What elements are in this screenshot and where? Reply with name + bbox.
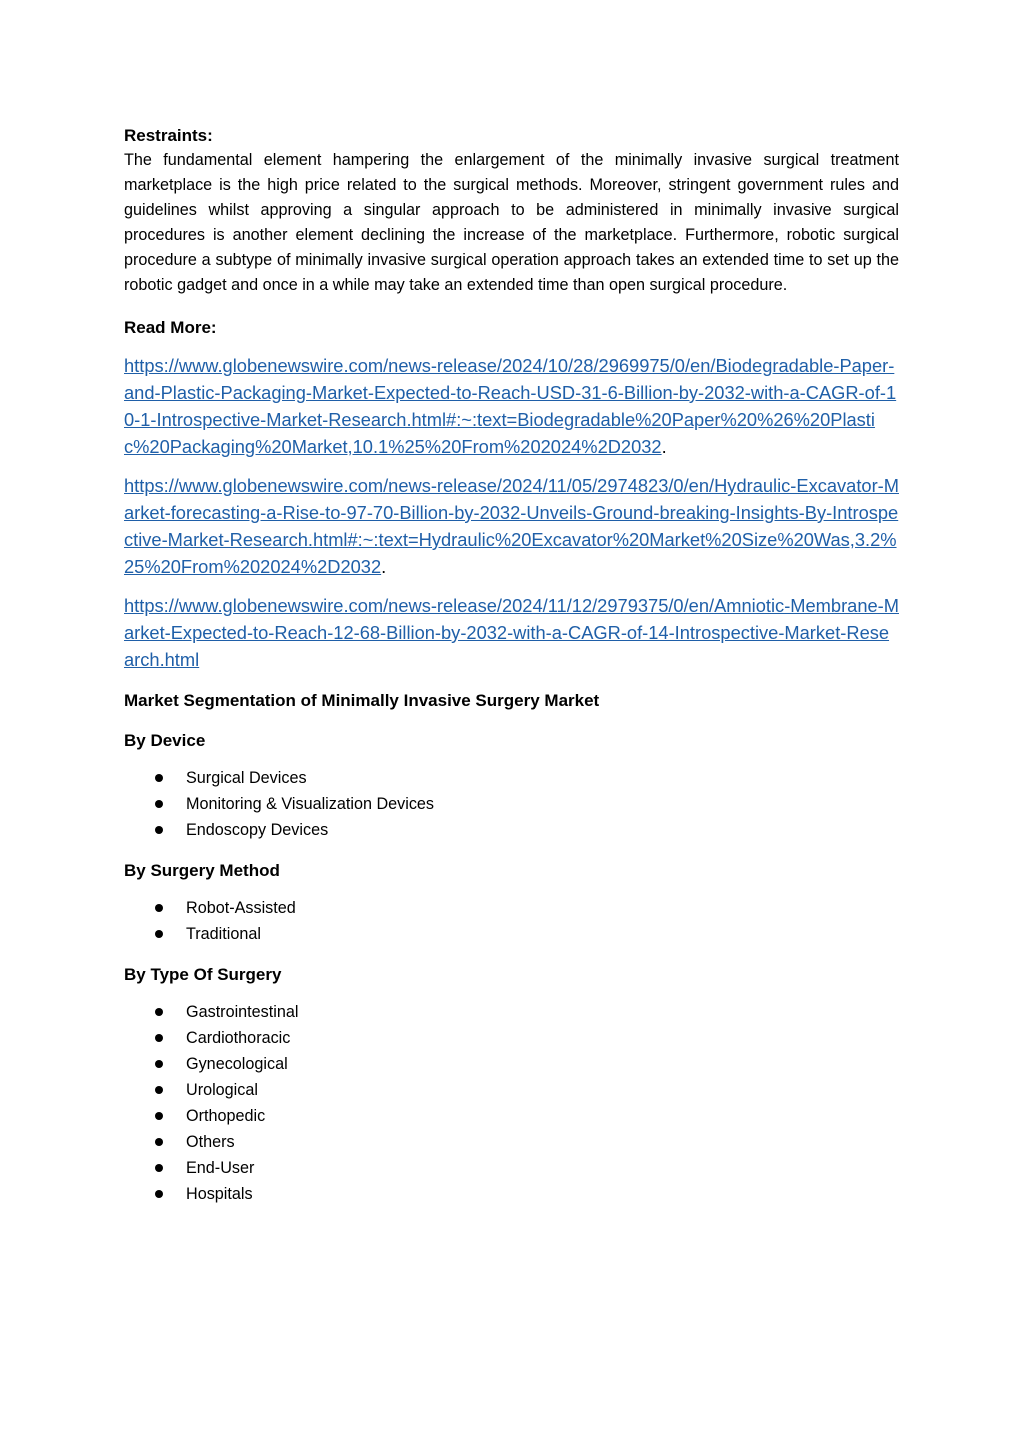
list-item-label: Monitoring & Visualization Devices [186, 795, 435, 813]
bullet-icon [155, 1060, 163, 1068]
read-more-link-biodegradable[interactable]: https://www.globenewswire.com/news-release/2024/10/28/2969975/0/en/Biodegradable-Paper-and-Plastic-Packaging-Market-Expected-to-Reach-USD-31-6-Billion-by-2032-with-a-CAGR-of-10-1-Introspective-Market-Research.html#:~:text=Biodegradable%20Paper%20%26%20Plastic%20Packaging%20Market,10.1%25%20From%202024%2D2032 [124, 355, 897, 457]
bullet-icon [155, 1112, 163, 1120]
bullet-icon [155, 1138, 163, 1146]
list-item-label: Others [186, 1133, 235, 1151]
list-item [124, 1051, 899, 1077]
read-more-link-amniotic-membrane[interactable]: https://www.globenewswire.com/news-release/2024/11/12/2979375/0/en/Amniotic-Membrane-Market-Expected-to-Reach-12-68-Billion-by-2032-with-a-CAGR-of-14-Introspective-Market-Research.html [124, 595, 899, 670]
link-suffix: . [381, 556, 387, 577]
by-device-heading: By Device [124, 731, 206, 750]
bullet-icon [155, 904, 163, 912]
list-item-label: End-User [186, 1159, 255, 1177]
list-item-label: Endoscopy Devices [186, 821, 329, 839]
list-item-label: Hospitals [186, 1185, 253, 1203]
bullet-icon [155, 826, 163, 834]
read-more-link-block [124, 592, 899, 673]
bullet-icon [155, 800, 163, 808]
list-item [124, 1103, 899, 1129]
bullet-icon [155, 1086, 163, 1094]
by-type-of-surgery-heading: By Type Of Surgery [124, 965, 282, 984]
list-item [124, 1077, 899, 1103]
list-item [124, 1181, 899, 1207]
bullet-icon [155, 1164, 163, 1172]
list-item [124, 1129, 899, 1155]
list-item [124, 921, 899, 947]
list-item [124, 791, 899, 817]
list-item [124, 999, 899, 1025]
by-type-of-surgery-list [124, 999, 899, 1207]
bullet-icon [155, 1008, 163, 1016]
restraints-paragraph: The fundamental element hampering the enlargement of the minimally invasive surgical treatment marketplace is the high price related to the surgical methods. Moreover, stringent government rules and guidelines whilst approving a singular approach to be administered in minimally invasive surgical procedures is another element declining the increase of the marketplace. Furthermore, robotic surgical procedure a subtype of minimally invasive surgical operation approach takes an extended time to set up the robotic gadget and once in a while may take an extended time than open surgical procedure. [124, 151, 899, 294]
list-item [124, 1025, 899, 1051]
list-item [124, 1155, 899, 1181]
bullet-icon [155, 1190, 163, 1198]
by-surgery-method-heading: By Surgery Method [124, 861, 280, 880]
link-suffix: . [661, 436, 667, 457]
read-more-link-block [124, 352, 899, 460]
list-item-label: Cardiothoracic [186, 1029, 291, 1047]
list-item-label: Surgical Devices [186, 769, 307, 787]
list-item [124, 895, 899, 921]
bullet-icon [155, 1034, 163, 1042]
bullet-icon [155, 774, 163, 782]
read-more-link-hydraulic-excavator[interactable]: https://www.globenewswire.com/news-release/2024/11/05/2974823/0/en/Hydraulic-Excavator-Market-forecasting-a-Rise-to-97-70-Billion-by-2032-Unveils-Ground-breaking-Insights-By-Introspective-Market-Research.html#:~:text=Hydraulic%20Excavator%20Market%20Size%20Was,3.2%25%20From%202024%2D2032 [124, 475, 899, 577]
list-item-label: Gastrointestinal [186, 1003, 299, 1021]
by-device-list [124, 765, 899, 843]
list-item-label: Traditional [186, 925, 261, 943]
by-surgery-method-list [124, 895, 899, 947]
list-item-label: Gynecological [186, 1055, 288, 1073]
list-item-label: Orthopedic [186, 1107, 266, 1125]
bullet-icon [155, 930, 163, 938]
read-more-heading: Read More: [124, 318, 217, 337]
segmentation-title: Market Segmentation of Minimally Invasive Surgery Market [124, 691, 600, 710]
list-item [124, 817, 899, 843]
list-item [124, 765, 899, 791]
read-more-link-block [124, 472, 899, 580]
list-item-label: Urological [186, 1081, 258, 1099]
restraints-heading: Restraints: [124, 126, 213, 145]
list-item-label: Robot-Assisted [186, 899, 296, 917]
document-page [124, 124, 899, 1207]
